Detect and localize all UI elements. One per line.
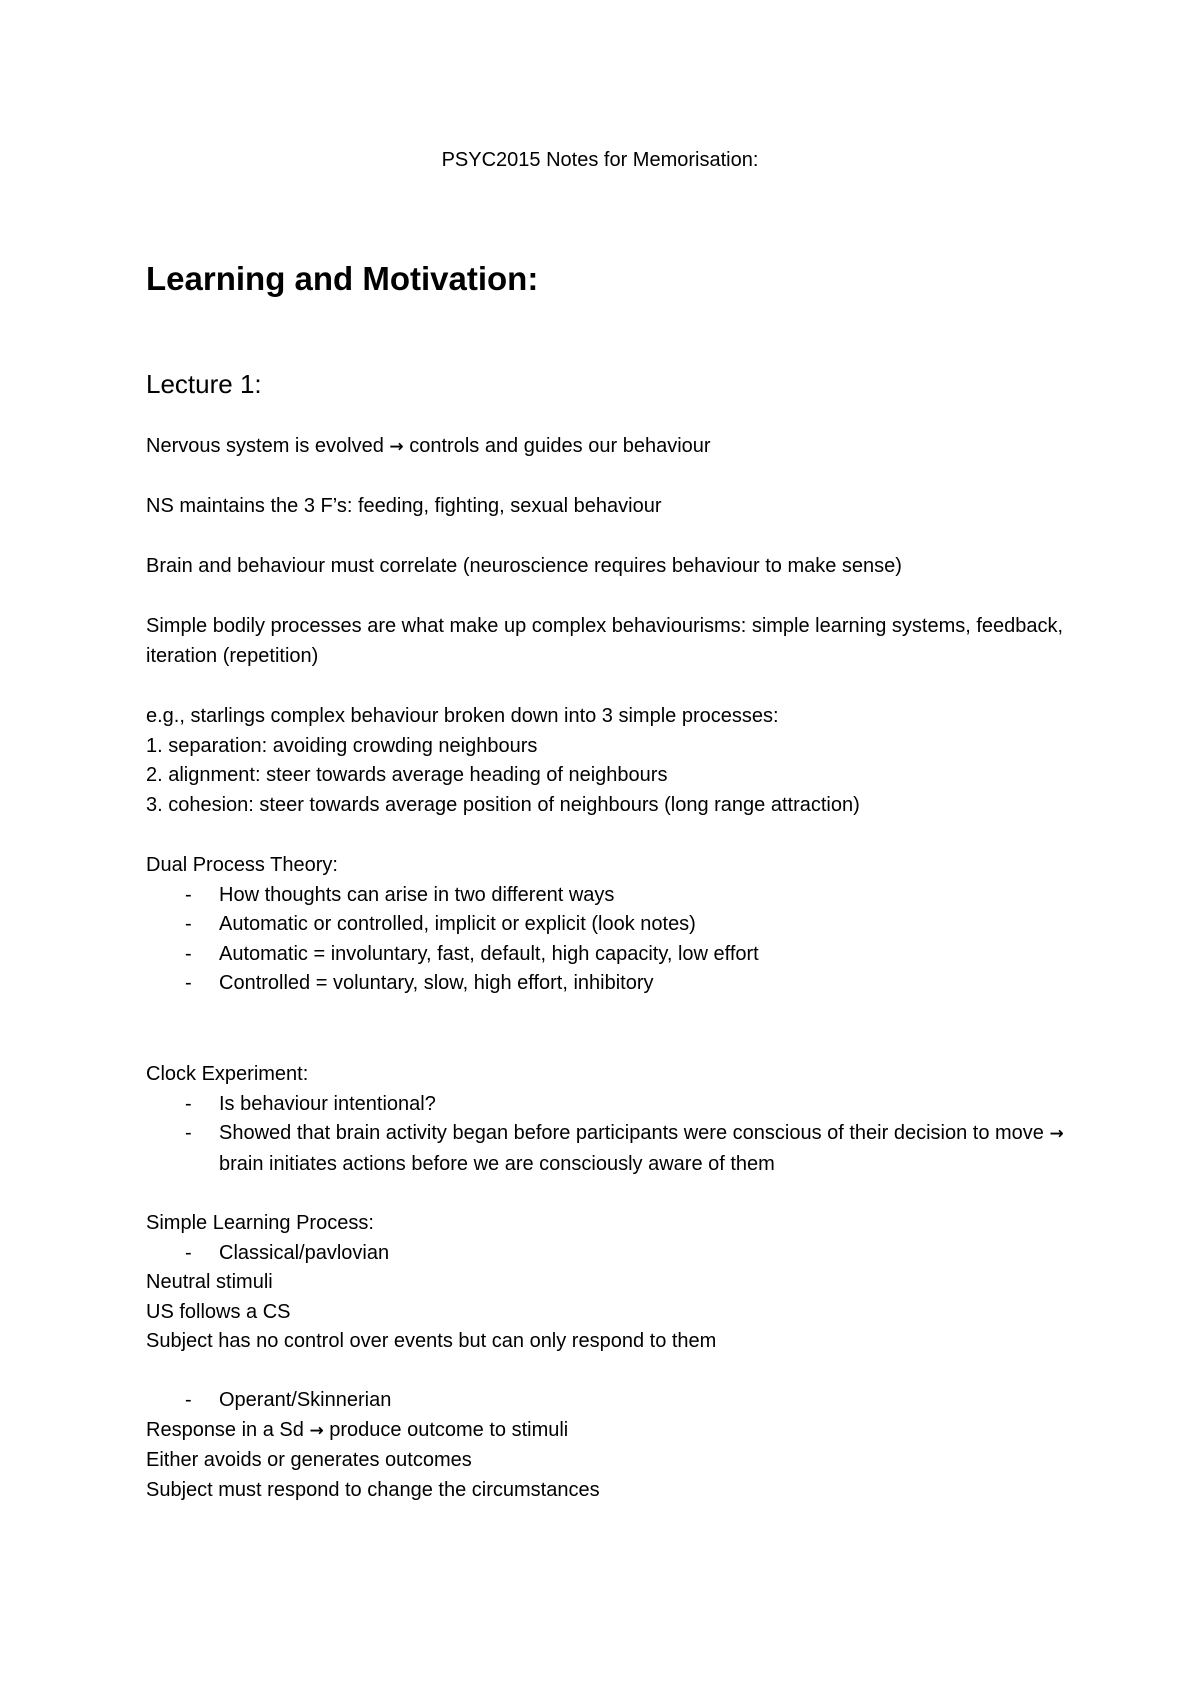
simple-learning-section (146, 1209, 1086, 1505)
dash-bullet-icon: - (185, 1241, 192, 1264)
list-item: - Classical/pavlovian (146, 1239, 1086, 1269)
dash-bullet-icon: - (185, 1389, 192, 1411)
classical-line: Neutral stimuli (146, 1271, 273, 1293)
list-item: 3. cohesion: steer towards average position of neighbours (long range attraction) (146, 793, 860, 816)
list-item: - Is behaviour intentional? (146, 1090, 1086, 1120)
clock-experiment-section (146, 1060, 1086, 1179)
dash-bullet-icon: - (185, 972, 192, 994)
arrow-right-icon: → (389, 437, 404, 457)
list-item: - Controlled = voluntary, slow, high effort, inhibitory (146, 969, 1086, 999)
dash-bullet-icon: - (185, 913, 192, 935)
dual-process-bullets (146, 881, 1086, 999)
list-item: - Showed that brain activity began before participants were conscious of their decision to move → brain initiates actions before we are consciously aware of them (146, 1119, 1086, 1179)
list-item: - Automatic or controlled, implicit or explicit (look notes) (146, 910, 1086, 940)
clock-experiment-bullets (146, 1090, 1086, 1180)
list-item: - How thoughts can arise in two different ways (146, 881, 1086, 911)
dash-bullet-icon: - (185, 942, 192, 965)
paragraph-simple-bodily (146, 612, 1086, 671)
dash-bullet-icon: - (185, 883, 192, 906)
list-item: - Operant/Skinnerian (146, 1386, 1086, 1416)
simple-learning-heading: Simple Learning Process: (146, 1212, 374, 1234)
paragraph-ns-maintains (146, 492, 1086, 522)
dual-process-heading: Dual Process Theory: (146, 854, 338, 876)
operant-line: Response in a Sd → produce outcome to stimuli (146, 1418, 569, 1441)
starlings-example (146, 702, 1086, 820)
dual-process-section (146, 851, 1086, 999)
arrow-right-icon: → (1049, 1124, 1064, 1144)
document-title: PSYC2015 Notes for Memorisation: (441, 149, 759, 171)
paragraph-text: Brain and behaviour must correlate (neuroscience requires behaviour to make sense) (146, 555, 902, 577)
paragraph-nervous-system (146, 432, 1086, 463)
classical-bullets (146, 1239, 1086, 1269)
blank-line (146, 1357, 1086, 1387)
clock-experiment-heading: Clock Experiment: (146, 1063, 309, 1085)
lecture-heading: Lecture 1: (146, 369, 262, 399)
operant-line: Either avoids or generates outcomes (146, 1449, 472, 1471)
section-heading: Learning and Motivation: (146, 260, 539, 297)
classical-line: Subject has no control over events but can only respond to them (146, 1330, 717, 1352)
operant-bullets (146, 1386, 1086, 1416)
dash-bullet-icon: - (185, 1122, 192, 1144)
classical-line: US follows a CS (146, 1300, 291, 1323)
dash-bullet-icon: - (185, 1092, 192, 1115)
arrow-right-icon: → (309, 1420, 324, 1441)
list-item: - Automatic = involuntary, fast, default, high capacity, low effort (146, 940, 1086, 970)
starlings-intro: e.g., starlings complex behaviour broken down into 3 simple processes: (146, 705, 779, 727)
paragraph-brain-behaviour (146, 552, 1086, 582)
paragraph-text: NS maintains the 3 F’s: feeding, fighting, sexual behaviour (146, 495, 662, 517)
paragraph-text: Simple bodily processes are what make up complex behaviourisms: simple learning systems, feedback, iteration (repetition) (146, 615, 1064, 667)
list-item: 2. alignment: steer towards average heading of neighbours (146, 764, 668, 786)
list-item: 1. separation: avoiding crowding neighbours (146, 734, 538, 757)
operant-line: Subject must respond to change the circumstances (146, 1478, 600, 1501)
paragraph-text: Nervous system is evolved → controls and guides our behaviour (146, 435, 711, 457)
